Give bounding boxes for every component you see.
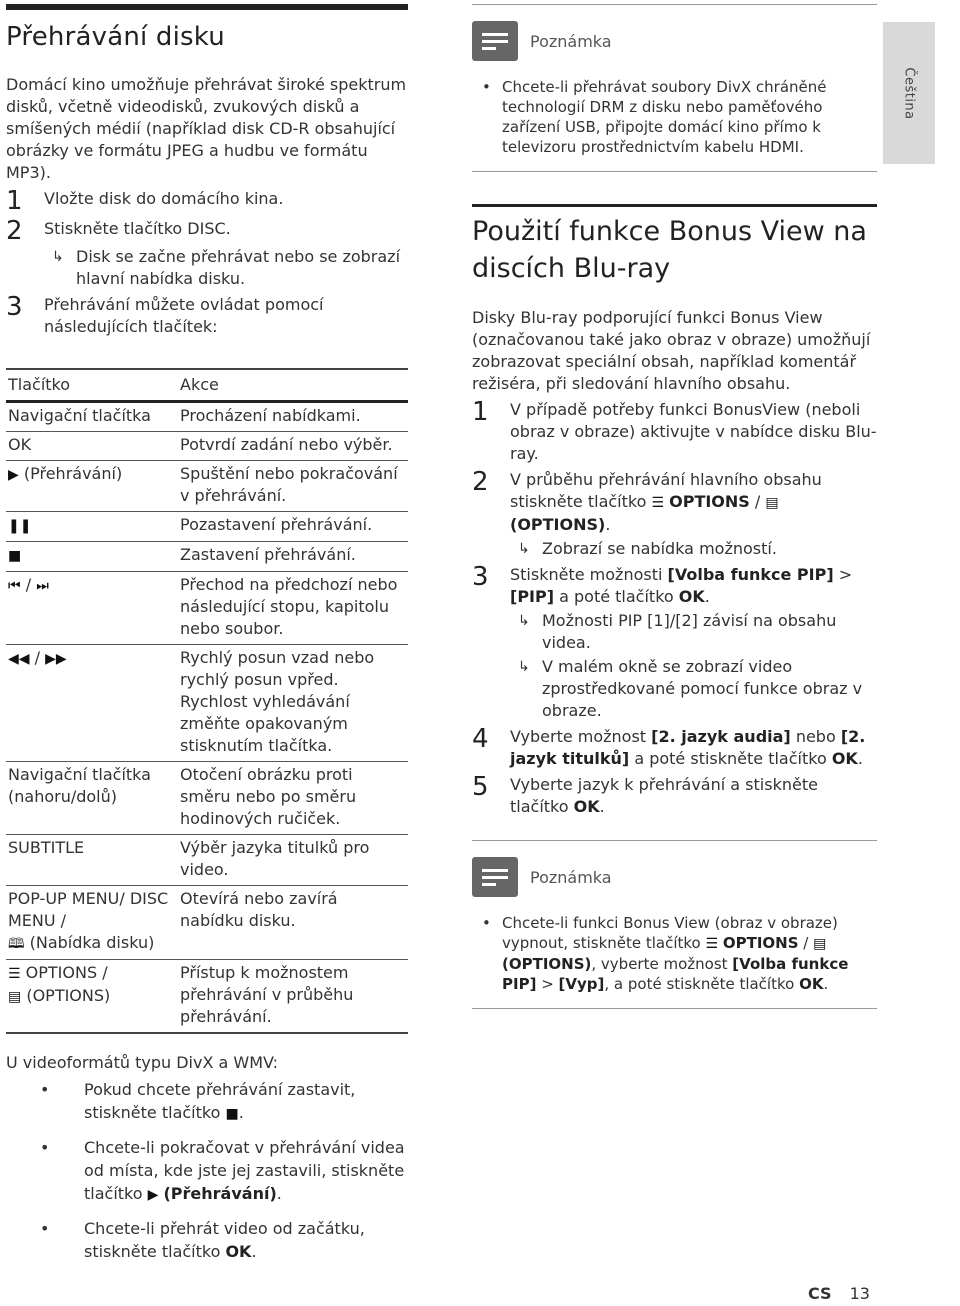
- note-icon: [472, 857, 518, 897]
- options-list-icon: ☰: [8, 966, 21, 982]
- stop-icon: ■: [225, 1106, 239, 1122]
- step-3: 3 Stiskněte možnosti [Volba funkce PIP] > [PIP] a poté tlačítko OK.: [472, 562, 853, 606]
- note-icon: [472, 21, 518, 61]
- language-tab: Čeština: [883, 22, 935, 164]
- left-column: [6, 0, 408, 1273]
- play-icon: ▶: [147, 1187, 159, 1203]
- options-list-icon: ☰: [705, 936, 719, 952]
- table-row: OK Potvrdí zadání nebo výběr.: [6, 432, 408, 461]
- step-4: 4 Vyberte možnost [2. jazyk audia] nebo [2. jazyk titulků] a poté stiskněte tlačítko OK.: [472, 724, 866, 768]
- header-button: Tlačítko: [6, 369, 178, 402]
- play-icon: ▶: [8, 467, 19, 483]
- right-column: [472, 0, 877, 1009]
- header-action: Akce: [178, 369, 408, 402]
- section-intro: Disky Blu-ray podporující funkci Bonus View (označovanou také jako obraz v obraze) umožňují zobrazovat speciální obsah, například komentář režiséra, při sledování hlavního obsahu.: [472, 308, 871, 393]
- top-rule: [6, 4, 408, 10]
- section-rule: [472, 204, 877, 207]
- list-item: • Chcete-li přehrávat soubory DivX chráněné technologií DRM z disku nebo paměťového zařízení USB, připojte domácí kino přímo k televizoru prostřednictvím kabelu HDMI.: [472, 77, 877, 157]
- table-row: ☰ OPTIONS / ▤ (OPTIONS) Přístup k možnostem přehrávání v průběhu přehrávání.: [6, 960, 408, 1034]
- page-title: Přehrávání disku: [6, 22, 225, 52]
- note-box-bonus-view: [472, 840, 877, 1009]
- pause-icon: ❚❚: [8, 518, 32, 534]
- button-action-table: [6, 368, 408, 1034]
- step-number: 3: [6, 292, 23, 322]
- options-menu-icon: ▤: [8, 989, 22, 1005]
- step-2-result: ↳ Zobrazí se nabídka možností.: [518, 539, 777, 558]
- note-title: Poznámka: [530, 31, 612, 51]
- page-footer: [808, 1284, 870, 1303]
- key-name: DISC: [187, 219, 226, 238]
- result-arrow-icon: ↳: [518, 613, 530, 629]
- list-item: • Chcete-li pokračovat v přehrávání videa od místa, kde jste jej zastavili, stiskněte tlačítko ▶ (Přehrávání).: [6, 1136, 408, 1207]
- step-1: [6, 188, 408, 214]
- table-header-row: [6, 369, 408, 402]
- options-menu-icon: ▤: [765, 495, 779, 511]
- step-text: Vložte disk do domácího kina.: [44, 189, 284, 208]
- options-menu-icon: ▤: [813, 936, 827, 952]
- step-3-result-2: ↳ V malém okně se zobrazí video zprostředkované pomocí funkce obraz v obraze.: [518, 657, 863, 720]
- table-row: POP-UP MENU/ DISC MENU / 🕮 (Nabídka disku) Otevírá nebo zavírá nabídku disku.: [6, 886, 408, 960]
- divx-intro: U videoformátů typu DivX a WMV:: [6, 1053, 279, 1072]
- table-row: Navigační tlačítka (nahoru/dolů) Otočení obrázku proti směru nebo po směru hodinových ručiček.: [6, 762, 408, 835]
- table-row: ■ Zastavení přehrávání.: [6, 542, 408, 572]
- step-text: Stiskněte tlačítko DISC.: [44, 219, 231, 238]
- step-text: Přehrávání můžete ovládat pomocí následujících tlačítek:: [44, 295, 324, 336]
- note-title: Poznámka: [530, 867, 612, 887]
- result-arrow-icon: ↳: [518, 659, 530, 675]
- rewind-icon: ◀◀: [8, 651, 30, 667]
- step-5: 5 Vyberte jazyk k přehrávání a stiskněte tlačítko OK.: [472, 772, 818, 816]
- next-icon: ⏭: [36, 578, 49, 594]
- list-item: • Pokud chcete přehrávání zastavit, stiskněte tlačítko ■.: [6, 1078, 408, 1126]
- step-3: [6, 294, 408, 338]
- list-item: • Chcete-li přehrát video od začátku, stiskněte tlačítko OK.: [6, 1217, 408, 1263]
- step-1: 1 V případě potřeby funkci BonusView (neboli obraz v obraze) aktivujte v nabídce disku Blu-ray.: [472, 397, 877, 463]
- note-box-drm: [472, 4, 877, 172]
- step-2: [6, 218, 408, 244]
- previous-icon: ⏮: [8, 578, 21, 594]
- result-arrow-icon: ↳: [518, 541, 530, 557]
- table-row: ▶ (Přehrávání) Spuštění nebo pokračování v přehrávání.: [6, 461, 408, 512]
- fast-forward-icon: ▶▶: [45, 651, 67, 667]
- step-3-result-1: ↳ Možnosti PIP [1]/[2] závisí na obsahu videa.: [518, 611, 837, 652]
- step-number: 2: [6, 216, 23, 246]
- stop-icon: ■: [8, 548, 22, 564]
- options-list-icon: ☰: [651, 495, 665, 511]
- table-row: ❚❚ Pozastavení přehrávání.: [6, 512, 408, 542]
- book-icon: 🕮: [8, 936, 25, 952]
- page-number: 13: [849, 1284, 870, 1303]
- divx-list: [6, 1078, 408, 1263]
- step-number: 1: [6, 186, 23, 216]
- intro-paragraph: Domácí kino umožňuje přehrávat široké spektrum disků, včetně videodisků, zvukových disků a smíšených médií (například disk CD-R obsahující obrázky ve formátu JPEG a hudbu ve formátu MP3).: [6, 75, 407, 182]
- table-row: ⏮ / ⏭ Přechod na předchozí nebo následující stopu, kapitolu nebo soubor.: [6, 572, 408, 645]
- table-row: ◀◀ / ▶▶ Rychlý posun vzad nebo rychlý posun vpřed. Rychlost vyhledávání změňte opakovaným stisknutím tlačítka.: [6, 645, 408, 762]
- language-code: CS: [808, 1284, 832, 1303]
- table-row: Navigační tlačítka Procházení nabídkami.: [6, 402, 408, 432]
- step-2-result: ↳ Disk se začne přehrávat nebo se zobrazí hlavní nabídka disku.: [52, 247, 401, 288]
- section-heading: Použití funkce Bonus View na discích Blu-ray: [472, 216, 867, 284]
- table-row: SUBTITLE Výběr jazyka titulků pro video.: [6, 835, 408, 886]
- list-item: • Chcete-li funkci Bonus View (obraz v obraze) vypnout, stiskněte tlačítko ☰ OPTIONS / ▤ (OPTIONS), vyberte možnost [Volba funkce PIP] > [Vyp], a poté stiskněte tlačítko OK.: [472, 913, 877, 994]
- step-2: 2 V průběhu přehrávání hlavního obsahu stiskněte tlačítko ☰ OPTIONS / ▤ (OPTIONS).: [472, 467, 822, 534]
- result-arrow-icon: ↳: [52, 249, 64, 265]
